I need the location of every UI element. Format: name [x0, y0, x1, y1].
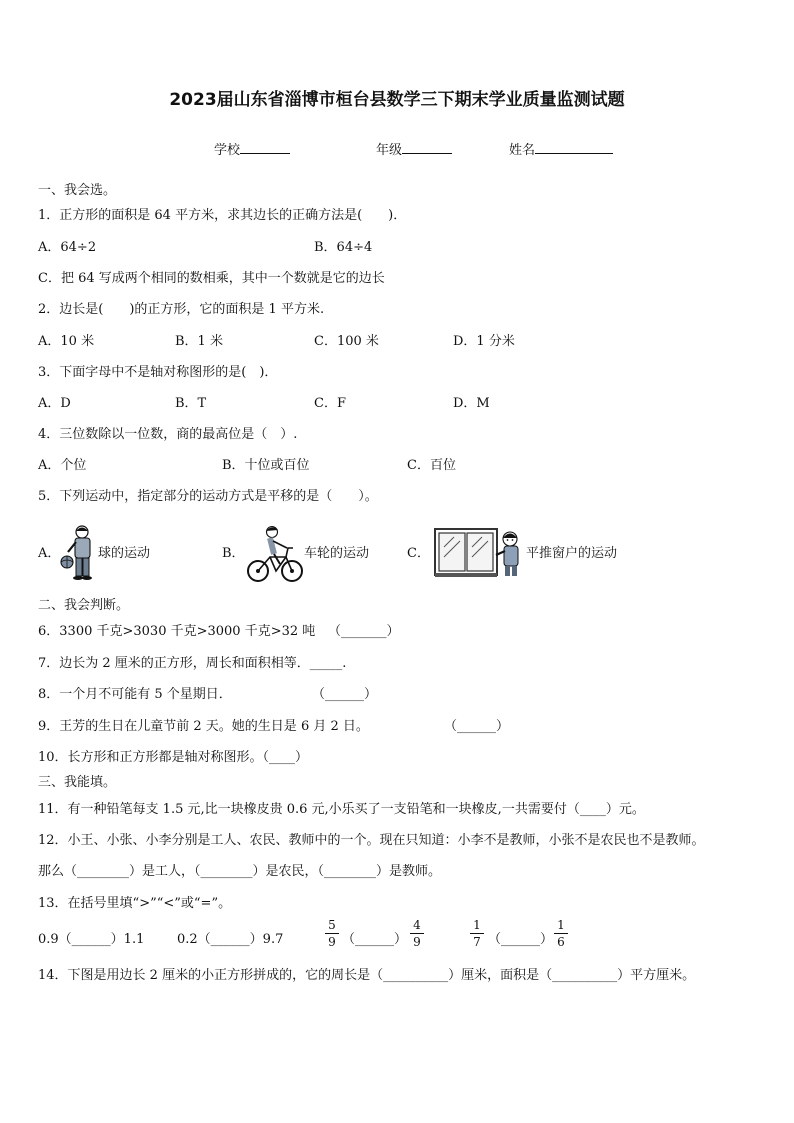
section-heading-2: 二、我会判断。 [38, 598, 130, 613]
question-1-option-b[interactable]: B．64÷4 [314, 240, 373, 255]
question-3-option-b[interactable]: B．T [175, 396, 207, 411]
question-4-option-b[interactable]: B．十位或百位 [222, 458, 310, 473]
grade-field[interactable] [376, 141, 452, 159]
fraction-bar [410, 933, 424, 934]
name-field[interactable] [509, 141, 613, 159]
name-label: 姓名 [509, 143, 536, 158]
fraction-4-9 [410, 918, 424, 949]
question-10-stem: 10．长方形和正方形都是轴对称图形。（____） [38, 750, 309, 765]
child-bouncing-ball-icon [58, 524, 98, 582]
child-riding-bicycle-icon [246, 524, 304, 584]
fraction-1-7 [470, 918, 484, 949]
grade-blank[interactable] [402, 141, 452, 154]
question-12-line-1: 12．小王、小张、小李分别是工人、农民、教师中的一个。现在只知道：小李不是教师，小张不是农民也不是教师。 [38, 833, 705, 848]
question-4-stem: 4．三位数除以一位数，商的最高位是（ ）. [38, 427, 298, 442]
question-1-stem: 1．正方形的面积是 64 平方米，求其边长的正确方法是( )． [38, 208, 407, 223]
question-13-blank-4[interactable]: （______） [488, 932, 554, 947]
fraction-denominator: 7 [473, 935, 481, 949]
fraction-numerator: 1 [473, 918, 481, 932]
name-blank[interactable] [535, 141, 613, 154]
fraction-numerator: 1 [557, 918, 565, 932]
fraction-denominator: 9 [413, 935, 421, 949]
option-c-letter: C． [407, 546, 430, 561]
question-14-stem: 14．下图是用边长 2 厘米的小正方形拼成的，它的周长是（__________）厘米，面积是（__________）平方厘米。 [38, 968, 696, 983]
fraction-denominator: 6 [557, 935, 565, 949]
fraction-denominator: 9 [328, 935, 336, 949]
question-12-line-2: 那么（________）是工人，（________）是农民，（________）是教师。 [38, 864, 442, 879]
fraction-1-6 [554, 918, 568, 949]
option-a-text: 球的运动 [98, 546, 151, 561]
school-field[interactable] [214, 141, 290, 159]
fraction-5-9 [325, 918, 339, 949]
option-c-text: 平推窗户的运动 [526, 546, 618, 561]
question-2-option-a[interactable]: A．10 米 [38, 334, 95, 349]
question-4-option-c[interactable]: C．百位 [407, 458, 456, 473]
question-9-answer-blank[interactable]: （______） [444, 719, 510, 734]
option-b-text: 车轮的运动 [304, 546, 370, 561]
page-title: 2023届山东省淄博市桓台县数学三下期末学业质量监测试题 [169, 90, 625, 110]
question-8-answer-blank[interactable]: （______） [312, 687, 378, 702]
question-6-stem: 6．3300 千克>3030 千克>3000 千克>32 吨 [38, 624, 316, 639]
question-6-answer-blank[interactable]: （_______） [328, 624, 400, 639]
fraction-bar [325, 933, 339, 934]
fraction-bar [554, 933, 568, 934]
question-2-option-c[interactable]: C．100 米 [314, 334, 379, 349]
question-2-option-b[interactable]: B．1 米 [175, 334, 223, 349]
question-1-option-c[interactable]: C．把 64 写成两个相同的数相乘，其中一个数就是它的边长 [38, 271, 385, 286]
question-13-pair-2[interactable]: 0.2（______）9.7 [177, 932, 284, 947]
fraction-bar [470, 933, 484, 934]
option-a-letter: A． [38, 546, 61, 561]
question-13-stem: 13．在括号里填“>”“<”或“=”。 [38, 896, 232, 911]
section-heading-3: 三、我能填。 [38, 775, 117, 790]
question-1-option-a[interactable]: A．64÷2 [38, 240, 97, 255]
fraction-numerator: 4 [413, 918, 421, 932]
question-9-stem: 9．王芳的生日在儿童节前 2 天。她的生日是 6 月 2 日。 [38, 719, 369, 734]
question-3-stem: 3．下面字母中不是轴对称图形的是( )． [38, 365, 278, 380]
question-3-option-d[interactable]: D．M [453, 396, 490, 411]
section-heading-1: 一、我会选。 [38, 183, 117, 198]
question-7-stem: 7．边长为 2 厘米的正方形，周长和面积相等．_____. [38, 656, 347, 671]
question-13-blank-3[interactable]: （______） [342, 932, 408, 947]
school-blank[interactable] [240, 141, 290, 154]
question-2-stem: 2．边长是( )的正方形，它的面积是 1 平方米. [38, 302, 325, 317]
question-5-stem: 5．下列运动中，指定部分的运动方式是平移的是（ ）。 [38, 489, 378, 504]
question-3-option-a[interactable]: A．D [38, 396, 71, 411]
school-label: 学校 [214, 143, 241, 158]
question-2-option-d[interactable]: D．1 分米 [453, 334, 515, 349]
question-5-option-b[interactable] [222, 546, 245, 562]
question-3-option-c[interactable]: C．F [314, 396, 346, 411]
option-b-letter: B． [222, 546, 245, 561]
question-13-pair-1[interactable]: 0.9（______）1.1 [38, 932, 145, 947]
question-11-stem: 11．有一种铅笔每支 1.5 元,比一块橡皮贵 0.6 元,小乐买了一支铅笔和一块橡皮,一共需要付（____）元。 [38, 802, 645, 817]
question-8-stem: 8．一个月不可能有 5 个星期日． [38, 687, 232, 702]
question-5-option-c[interactable] [407, 546, 430, 562]
grade-label: 年级 [376, 143, 403, 158]
sliding-window-icon [434, 527, 526, 579]
question-4-option-a[interactable]: A．个位 [38, 458, 87, 473]
fraction-numerator: 5 [328, 918, 336, 932]
